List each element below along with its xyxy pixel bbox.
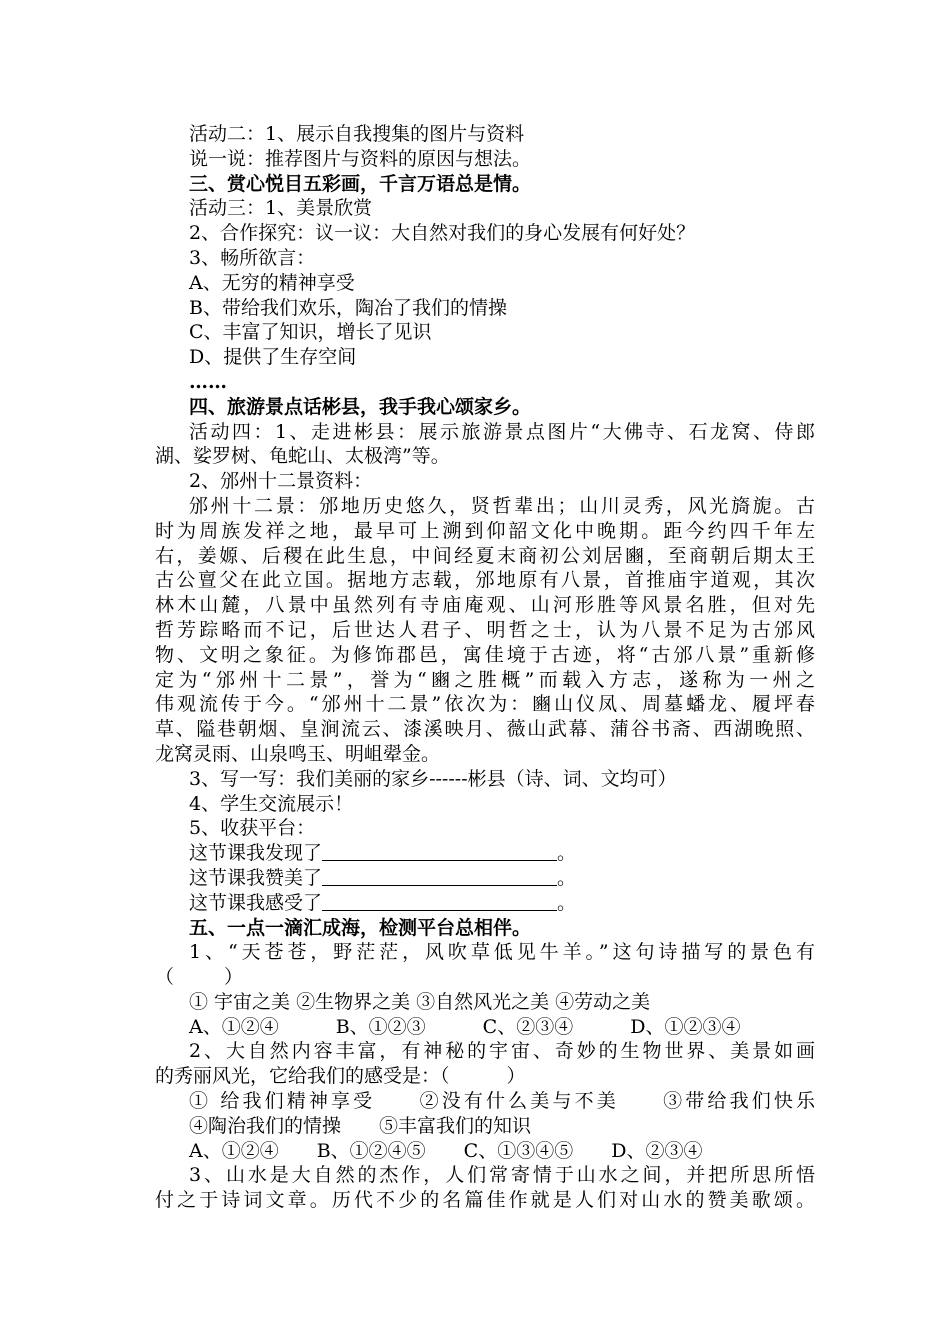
- answer-paren-line: [155, 965, 815, 990]
- answer-blank[interactable]: [322, 891, 557, 911]
- text-line: C、丰富了知识，增长了见识: [189, 321, 432, 344]
- text-line: 说一说：推荐图片与资料的原因与想法。: [189, 147, 532, 170]
- section-heading: 三、赏心悦目五彩画，千言万语总是情。: [189, 172, 532, 195]
- text-line: 林木山麓，八景中虽然列有寺庙庵观、山河形胜等风景名胜，但对先: [155, 594, 815, 617]
- harvest-period: 。: [557, 866, 577, 889]
- text-line: 2、大自然内容丰富，有神秘的宇宙、奇妙的生物世界、美景如画: [189, 1040, 815, 1063]
- text-line: 的秀丽风光，它给我们的感受是：（ ）: [155, 1065, 526, 1088]
- text-line: 邠州十二景：邠地历史悠久，贤哲辈出；山川灵秀，风光旖旎。古: [189, 494, 815, 517]
- text-line: 定为“邠州十二景”，誉为“豳之胜概”而载入方志，遂称为一州之: [155, 668, 815, 691]
- text-line: 活动四：1、走进彬县：展示旅游景点图片“大佛寺、石龙窝、侍郎: [189, 420, 815, 443]
- text-line: 活动二：1、展示自我搜集的图片与资料: [189, 123, 525, 145]
- text-line: 付之于诗词文章。历代不少的名篇佳作就是人们对山水的赞美歌颂。: [155, 1189, 815, 1212]
- text-line: 5、收获平台：: [189, 817, 316, 840]
- harvest-line: [155, 841, 815, 866]
- text-line: 古公亶父在此立国。据地方志载，邠地原有八景，首推庙宇道观，其次: [155, 569, 815, 592]
- text-line: 2、合作探究：议一议：大自然对我们的身心发展有何好处？: [189, 222, 696, 245]
- text-line: 3、写一写：我们美丽的家乡------彬县（诗、词、文均可）: [189, 767, 677, 790]
- text-line: 龙窝灵雨、山泉鸣玉、明岨翚金。: [155, 742, 441, 765]
- text-line: 草、隘巷朝烟、皇涧流云、漆溪映月、薇山武幕、蒲谷书斋、西湖晚照、: [155, 718, 815, 741]
- text-line: 3、畅所欲言：: [189, 246, 316, 269]
- answer-blank[interactable]: [322, 841, 557, 861]
- text-line: 活动三：1、美景欣赏: [189, 197, 373, 220]
- text-line: 湖、娑罗树、龟蛇山、太极湾”等。: [155, 445, 450, 468]
- text-line: B、带给我们欢乐，陶冶了我们的情操: [189, 296, 507, 319]
- text-line: A、无穷的精神享受: [189, 271, 355, 294]
- harvest-prompt: 这节课我赞美了: [189, 866, 323, 889]
- text-line: 右，姜嫄、后稷在此生息，中间经夏末商初公刘居豳，至商朝后期太王: [155, 544, 815, 567]
- section-heading: ……: [189, 370, 227, 393]
- text-line: 2、邠州十二景资料：: [189, 470, 373, 493]
- text-line: 时为周族发祥之地，最早可上溯到仰韶文化中晚期。距今约四千年左: [155, 519, 815, 542]
- text-line: ① 给我们精神享受 ②没有什么美与不美 ③带给我们快乐: [189, 1090, 815, 1113]
- harvest-line: [155, 891, 815, 916]
- text-line: ① 宇宙之美 ②生物界之美 ③自然风光之美 ④劳动之美: [189, 990, 651, 1013]
- answer-blank[interactable]: [322, 866, 557, 886]
- text-line: ④陶治我们的情操 ⑤丰富我们的知识: [189, 1114, 532, 1137]
- paren-close: ）: [224, 966, 244, 989]
- harvest-line: [155, 866, 815, 891]
- paren-open: （: [155, 966, 175, 989]
- text-line: 伟观流传于今。“邠州十二景”依次为：豳山仪凤、周墓蟠龙、履坪春: [155, 693, 815, 716]
- harvest-prompt: 这节课我发现了: [189, 842, 323, 865]
- text-line: 1、“天苍苍，野茫茫，风吹草低见牛羊。”这句诗描写的景色有: [189, 941, 815, 964]
- text-line: A、①②④ B、①②③ C、②③④ D、①②③④: [189, 1015, 741, 1038]
- document-body: [155, 122, 815, 1213]
- text-line: A、①②④ B、①②④⑤ C、①③④⑤ D、②③④: [189, 1139, 703, 1162]
- text-line: D、提供了生存空间: [189, 346, 357, 369]
- text-line: 3、山水是大自然的杰作，人们常寄情于山水之间，并把所思所悟: [189, 1164, 815, 1187]
- harvest-prompt: 这节课我感受了: [189, 891, 323, 914]
- harvest-period: 。: [557, 891, 577, 914]
- section-heading: 四、旅游景点话彬县，我手我心颂家乡。: [189, 395, 532, 418]
- text-line: 物、文明之象征。为修饰郡邑，寓佳境于古迹，将“古邠八景”重新修: [155, 643, 815, 666]
- text-line: 4、学生交流展示！: [189, 792, 354, 815]
- section-heading: 五、一点一滴汇成海，检测平台总相伴。: [189, 916, 532, 939]
- harvest-period: 。: [557, 842, 577, 865]
- text-line: 哲芳踪略而不记，后世达人君子、明哲之士，认为八景不足为古邠风: [155, 618, 815, 641]
